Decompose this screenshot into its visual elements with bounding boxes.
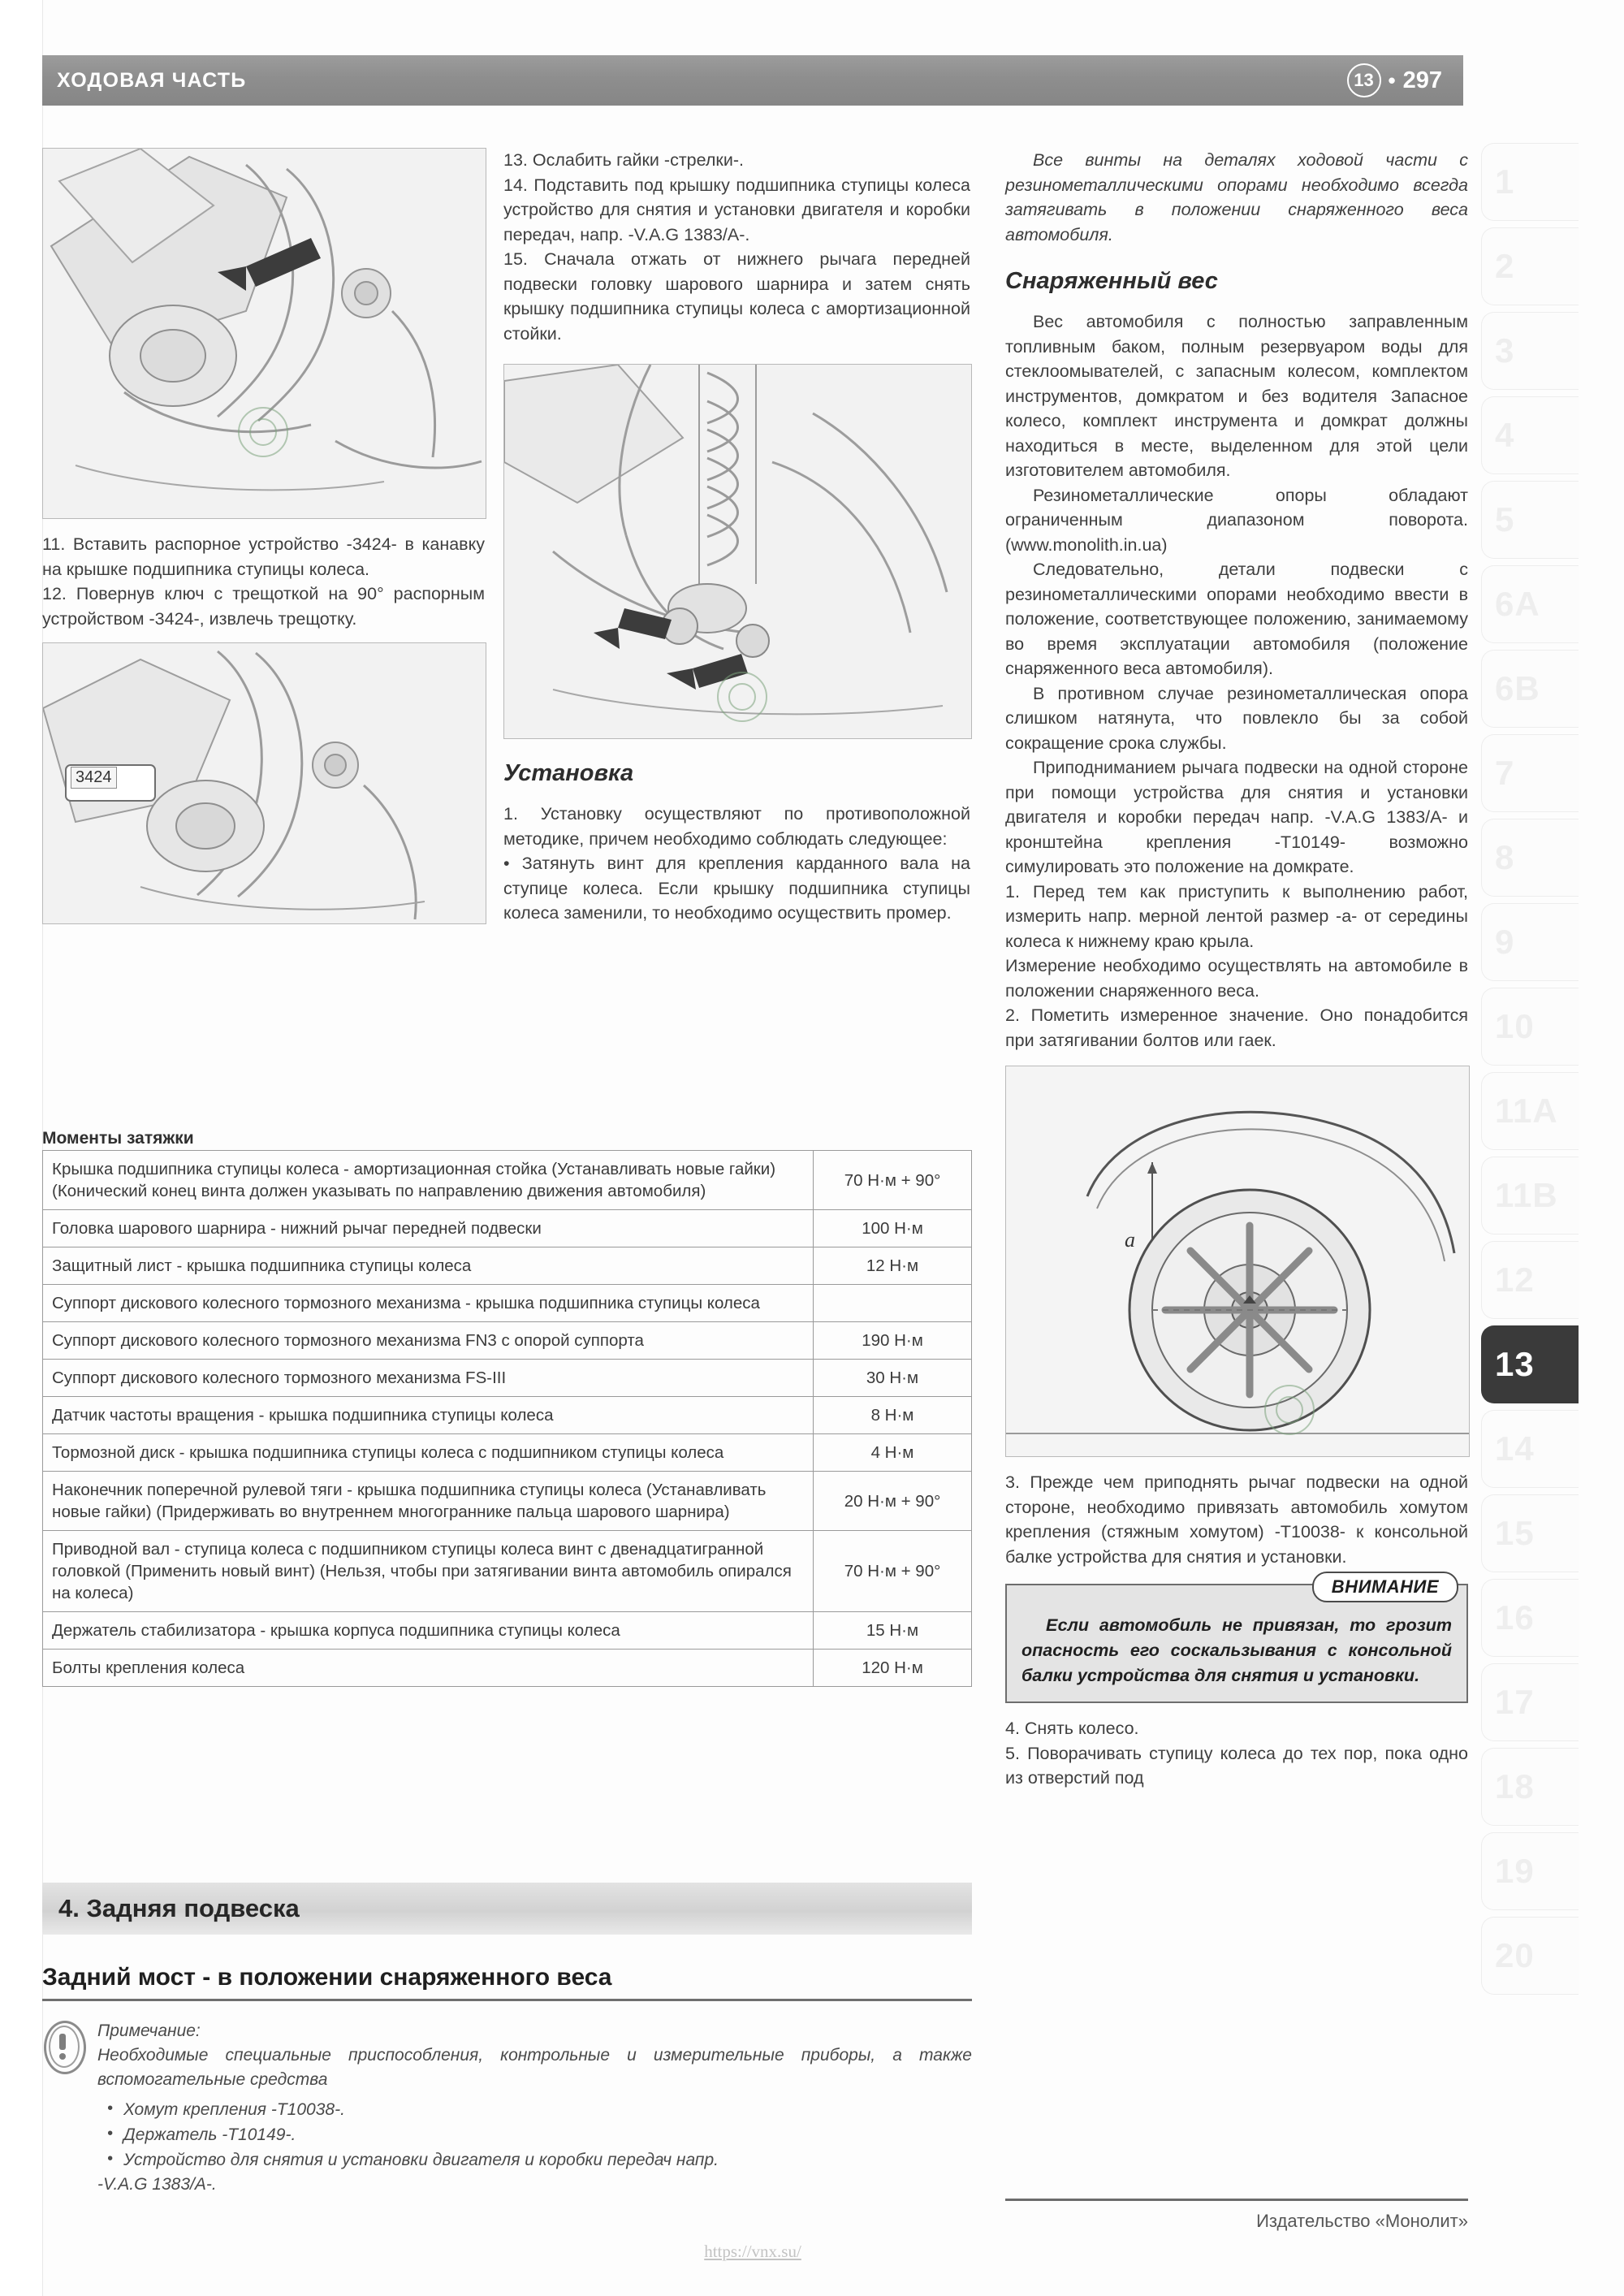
- torque-item-value: 30 Н·м: [814, 1360, 972, 1397]
- rear-step-4: 4. Снять колесо.: [1005, 1719, 1139, 1738]
- table-row: [43, 1285, 972, 1322]
- table-row: [43, 1322, 972, 1360]
- chapter-tab-1[interactable]: 1: [1481, 143, 1579, 221]
- figure-strut-assembly: [503, 364, 972, 739]
- table-row: [43, 1360, 972, 1397]
- rear-step-3: 3. Прежде чем приподнять рычаг подвески на одной стороне, необходимо привязать автомобиль хомутом крепления (стяжным хомутом) -T10038- к консольной балке устройства для снятия и установки.: [1005, 1472, 1468, 1567]
- table-row: [43, 1397, 972, 1434]
- chapter-tab-12[interactable]: 12: [1481, 1241, 1579, 1319]
- figure-suspension-arrow: [42, 148, 486, 519]
- table-row: [43, 1151, 972, 1210]
- torque-item-value: 15 Н·м: [814, 1612, 972, 1650]
- paragraph-4: В противном случае резинометаллическая опора слишком натянута, что повлекло бы за собой сокращение срока службы.: [1005, 683, 1468, 753]
- torque-item-name: Суппорт дискового колесного тормозного механизма FS-III: [43, 1360, 814, 1397]
- page-number: 297: [1402, 67, 1442, 93]
- table-row: [43, 1210, 972, 1247]
- paragraph-1: Вес автомобиля с полностью заправленным топливным баком, полным резервуаром воды для стеклоомывателей, с запасным колесом, комплектом инструментов, домкратом и без водителя Запасное колесо, комплект инструмента и домкрат должны находиться в месте, выделенном для этой цели изготовителем автомобиля.: [1005, 312, 1468, 480]
- torque-item-value: 70 Н·м + 90°: [814, 1531, 972, 1612]
- chapter-tab-11B[interactable]: 11B: [1481, 1157, 1579, 1234]
- torque-item-name: Приводной вал - ступица колеса с подшипником ступицы колеса винт с двенадцатигранной головкой (Применить новый винт) (Нельзя, чтобы при затягивании винта автомобиль опирался на колеса): [43, 1531, 814, 1612]
- torque-table-label: Моменты затяжки: [42, 1129, 194, 1148]
- table-row: [43, 1531, 972, 1612]
- warning-text: Если автомобиль не привязан, то грозит опасность его соскальзывания с консольной балки устройства для снятия и установки.: [1021, 1615, 1452, 1685]
- rear-step-1-continued: Измерение необходимо осуществлять на автомобиле в положении снаряженного веса.: [1005, 956, 1468, 1001]
- torque-item-name: Держатель стабилизатора - крышка корпуса подшипника ступицы колеса: [43, 1612, 814, 1650]
- list-item: • Держатель -T10149-.: [97, 2122, 972, 2147]
- torque-item-value: 8 Н·м: [814, 1397, 972, 1434]
- chapter-tab-7[interactable]: 7: [1481, 734, 1579, 812]
- note-label: Примечание:: [97, 2021, 201, 2040]
- chapter-tab-5[interactable]: 5: [1481, 481, 1579, 559]
- separator-dot: •: [1388, 67, 1396, 93]
- warning-box: [1005, 1576, 1468, 1703]
- step-12: 12. Повернув ключ с трещоткой на 90° распорным устройством -3424-, извлечь трещотку.: [42, 584, 485, 629]
- chapter-tab-13[interactable]: 13: [1481, 1325, 1579, 1403]
- source-url-watermark: [42, 2242, 1463, 2262]
- left-column: [42, 148, 485, 924]
- paragraph-2: Резинометаллические опоры обладают ограниченным диапазоном поворота. (www.monolith.in.ua): [1005, 485, 1468, 555]
- table-row: [43, 1472, 972, 1531]
- rear-step-2: 2. Пометить измеренное значение. Оно понадобится при затягивании болтов или гаек.: [1005, 1005, 1468, 1050]
- rear-step-1: 1. Перед тем как приступить к выполнению работ, измерить напр. мерной лентой размер -a- от середины колеса к нижнему краю крыла.: [1005, 881, 1468, 951]
- chapter-badge: 13: [1347, 63, 1381, 97]
- section-4-title-band: [42, 1883, 972, 1935]
- chapter-tab-rail[interactable]: [1481, 143, 1579, 2001]
- chapter-tab-3[interactable]: 3: [1481, 312, 1579, 390]
- warning-badge: ВНИМАНИЕ: [1312, 1572, 1458, 1602]
- note-text: Необходимые специальные приспособления, контрольные и измерительные приборы, а также вспомогательные средства: [97, 2046, 972, 2089]
- table-row: [43, 1434, 972, 1472]
- torque-table: [42, 1150, 972, 1687]
- tools-list: [97, 2097, 972, 2173]
- chapter-tab-15[interactable]: 15: [1481, 1494, 1579, 1572]
- torque-item-value: 100 Н·м: [814, 1210, 972, 1247]
- chapter-tab-19[interactable]: 19: [1481, 1832, 1579, 1910]
- chapter-tab-14[interactable]: 14: [1481, 1410, 1579, 1488]
- chapter-tab-11A[interactable]: 11A: [1481, 1072, 1579, 1150]
- torque-item-name: Тормозной диск - крышка подшипника ступицы колеса с подшипником ступицы колеса: [43, 1434, 814, 1472]
- figure-label-3424: 3424: [71, 767, 117, 789]
- table-row: [43, 1247, 972, 1285]
- install-bullet-1: • Затянуть винт для крепления карданного вала на ступице колеса. Если крышку подшипника ступицы колеса заменили, то необходимо осуществить промер.: [503, 854, 970, 923]
- source-url-text: https://vnx.su/: [704, 2242, 801, 2261]
- chapter-tab-9[interactable]: 9: [1481, 903, 1579, 981]
- page-title: ХОДОВАЯ ЧАСТЬ: [57, 68, 247, 92]
- chapter-tab-18[interactable]: 18: [1481, 1748, 1579, 1826]
- chapter-tab-4[interactable]: 4: [1481, 396, 1579, 474]
- tools-tail: -V.A.G 1383/A-.: [97, 2175, 217, 2194]
- torque-item-name: Болты крепления колеса: [43, 1650, 814, 1687]
- chapter-tab-20[interactable]: 20: [1481, 1917, 1579, 1995]
- step-11: 11. Вставить распорное устройство -3424- в канавку на крышке подшипника ступицы колеса.: [42, 534, 485, 579]
- chapter-tab-6B[interactable]: 6B: [1481, 650, 1579, 728]
- intro-italic-note: Все винты на деталях ходовой части с резинометаллическими опорами необходимо всегда затягивать в положении снаряженного веса автомобиля.: [1005, 150, 1468, 244]
- chapter-tab-2[interactable]: 2: [1481, 227, 1579, 305]
- chapter-tab-10[interactable]: 10: [1481, 988, 1579, 1066]
- torque-item-value: [814, 1285, 972, 1322]
- table-row: [43, 1650, 972, 1687]
- publisher-footer: Издательство «Монолит»: [1256, 2211, 1468, 2231]
- chapter-tab-8[interactable]: 8: [1481, 819, 1579, 897]
- page-left-trim: [0, 0, 43, 2296]
- torque-item-name: Суппорт дискового колесного тормозного механизма FN3 с опорой суппорта: [43, 1322, 814, 1360]
- torque-item-value: 20 Н·м + 90°: [814, 1472, 972, 1531]
- torque-item-value: 120 Н·м: [814, 1650, 972, 1687]
- torque-item-name: Датчик частоты вращения - крышка подшипника ступицы колеса: [43, 1397, 814, 1434]
- paragraph-3: Следовательно, детали подвески с резинометаллическими опорами необходимо ввести в положение, соответствующее положению, занимаемому во время эксплуатации автомобиля (положение снаряженного веса автомобиля).: [1005, 560, 1468, 678]
- step-14: 14. Подставить под крышку подшипника ступицы колеса устройство для снятия и установки двигателя и коробки передач, напр. -V.A.G 1383/A-.: [503, 175, 970, 244]
- torque-item-name: Защитный лист - крышка подшипника ступицы колеса: [43, 1247, 814, 1285]
- install-step-1: 1. Установку осуществляют по противоположной методике, причем необходимо соблюдать следующее:: [503, 804, 970, 849]
- torque-item-value: 70 Н·м + 90°: [814, 1151, 972, 1210]
- footer-divider: [1005, 2199, 1468, 2201]
- chapter-tab-17[interactable]: 17: [1481, 1663, 1579, 1741]
- figure-dimension-a: [1005, 1066, 1470, 1457]
- torque-item-value: 190 Н·м: [814, 1322, 972, 1360]
- heading-installation: Установка: [503, 760, 634, 786]
- section-4-subtitle: Задний мост - в положении снаряженного веса: [42, 1964, 972, 2001]
- publisher-stamp-icon: [1264, 1385, 1315, 1435]
- torque-item-value: 4 Н·м: [814, 1434, 972, 1472]
- table-row: [43, 1612, 972, 1650]
- note-block: [42, 2019, 972, 2197]
- publisher-stamp-icon: [238, 407, 288, 457]
- step-13: 13. Ослабить гайки -стрелки-.: [503, 150, 744, 170]
- torque-item-name: Крышка подшипника ступицы колеса - амортизационная стойка (Устанавливать новые гайки) (Конический конец винта должен указывать по направлению движения автомобиля): [43, 1151, 814, 1210]
- note-body: [97, 2019, 972, 2197]
- torque-item-name: Головка шарового шарнира - нижний рычаг передней подвески: [43, 1210, 814, 1247]
- right-column: [1005, 148, 1468, 1791]
- svg-text:a: a: [1125, 1228, 1135, 1252]
- chapter-tab-16[interactable]: 16: [1481, 1579, 1579, 1657]
- figure-spreader-3424: [42, 642, 486, 924]
- chapter-tab-6A[interactable]: 6A: [1481, 565, 1579, 643]
- rear-step-5: 5. Поворачивать ступицу колеса до тех пор, пока одно из отверстий под: [1005, 1743, 1468, 1788]
- info-icon: [42, 2019, 84, 2071]
- list-item: • Хомут крепления -T10038-.: [97, 2097, 972, 2122]
- heading-curb-weight: Снаряженный вес: [1005, 268, 1218, 294]
- page-header: [42, 55, 1463, 106]
- publisher-stamp-icon: [717, 672, 767, 722]
- torque-item-name: Наконечник поперечной рулевой тяги - крышка подшипника ступицы колеса (Устанавливать новые гайки) (Придерживать во внутреннем многограннике пальца шарового шарнира): [43, 1472, 814, 1531]
- step-15: 15. Сначала отжать от нижнего рычага передней подвески головку шарового шарнира и затем снять крышку подшипника ступицы колеса с амортизационной стойки.: [503, 249, 970, 344]
- section-4-title: 4. Задняя подвеска: [58, 1894, 300, 1922]
- torque-item-name: Суппорт дискового колесного тормозного механизма - крышка подшипника ступицы колеса: [43, 1285, 814, 1322]
- page-number-group: [1347, 63, 1443, 97]
- torque-table-body: [43, 1151, 972, 1687]
- list-item: • Устройство для снятия и установки двигателя и коробки передач напр.: [97, 2147, 972, 2173]
- paragraph-5: Приподниманием рычага подвески на одной стороне при помощи устройства для снятия и установки двигателя и коробки передач напр. -V.A.G 1383/A- и кронштейна крепления -T10149- возможно симулировать это положение на домкрате.: [1005, 758, 1468, 876]
- middle-column: [503, 148, 970, 926]
- torque-item-value: 12 Н·м: [814, 1247, 972, 1285]
